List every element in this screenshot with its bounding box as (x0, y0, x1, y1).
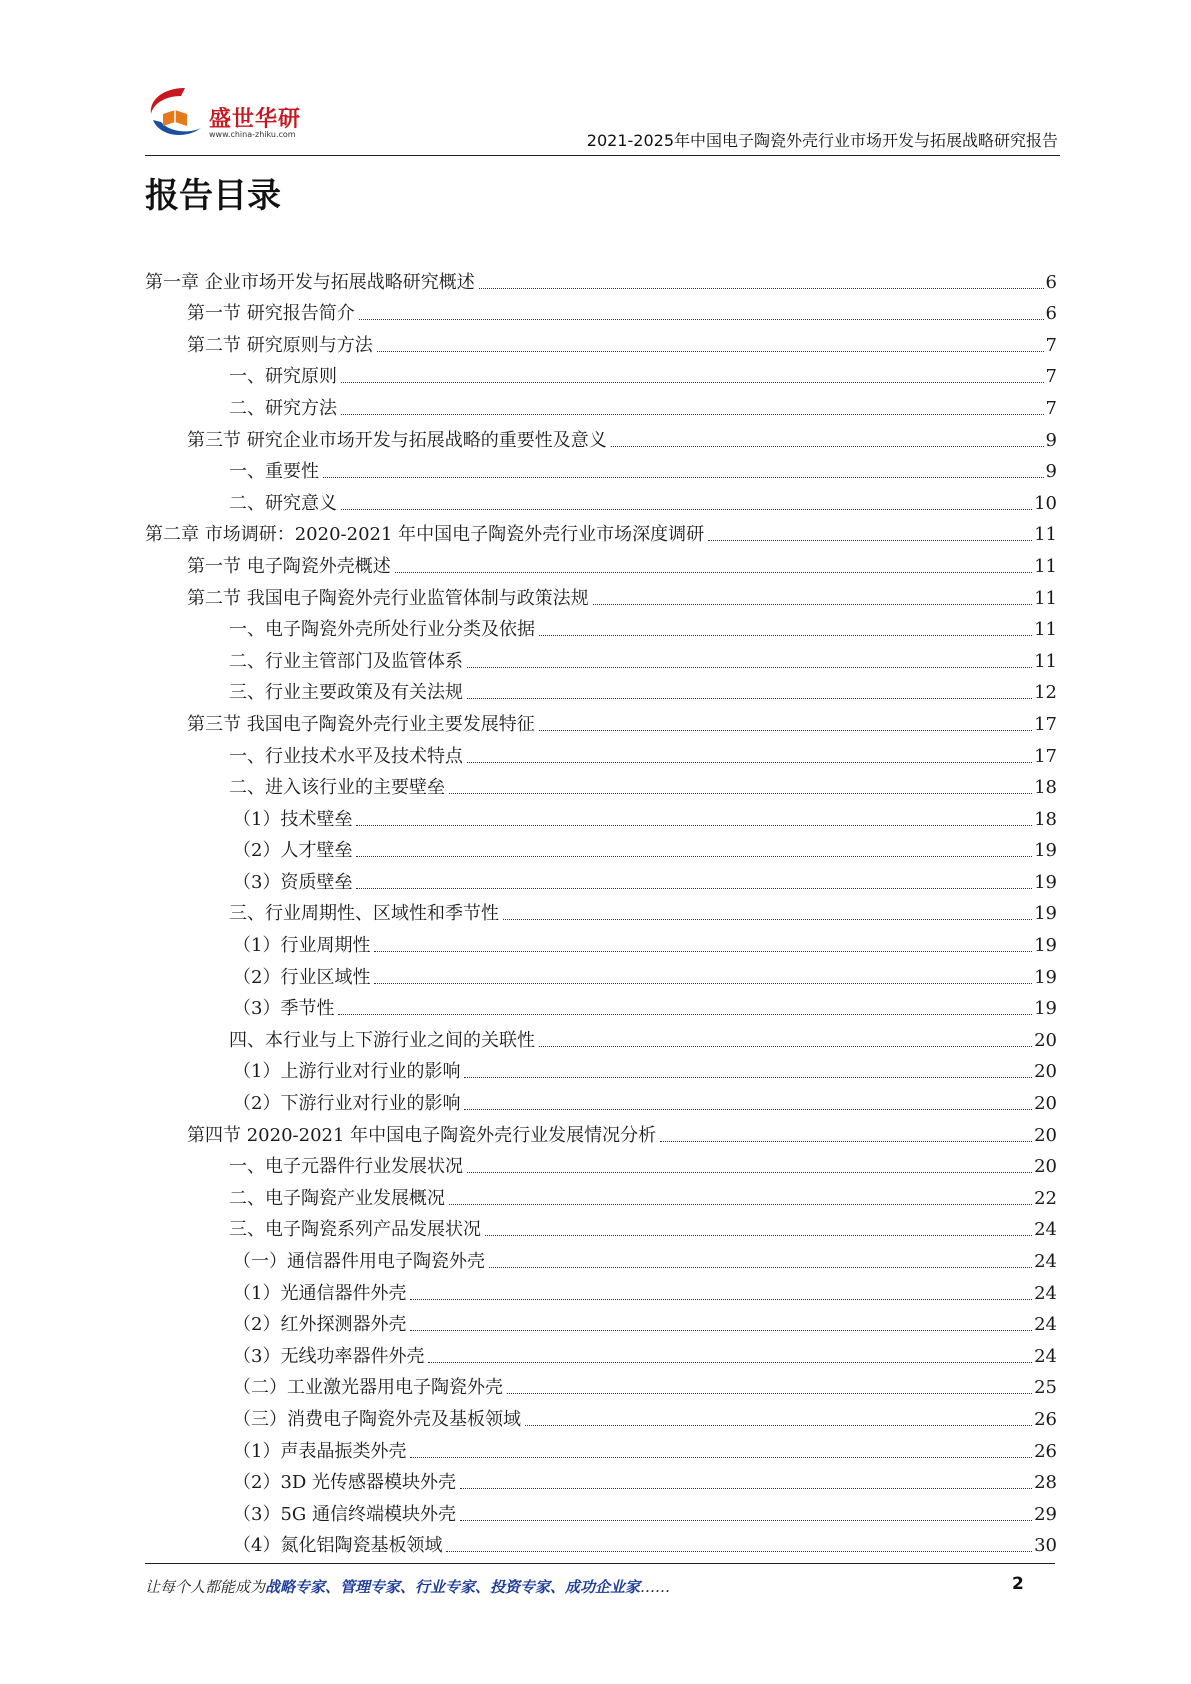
toc-entry-page: 9 (1045, 461, 1057, 483)
toc-entry-title: 一、重要性 (229, 461, 319, 483)
toc-dot-leader (341, 509, 1032, 510)
toc-entry[interactable] (145, 957, 1057, 989)
toc-entry-page: 6 (1045, 303, 1057, 325)
toc-entry-title: 第一节 研究报告简介 (187, 303, 355, 325)
toc-dot-leader (467, 698, 1032, 699)
toc-entry-title: （1）声表晶振类外壳 (233, 1440, 407, 1462)
table-of-contents (145, 262, 1057, 1557)
report-title: 2021-2025年中国电子陶瓷外壳行业市场开发与拓展战略研究报告 (586, 131, 1058, 150)
toc-entry[interactable] (145, 1368, 1057, 1400)
toc-dot-leader (539, 1046, 1032, 1047)
toc-entry[interactable] (145, 894, 1057, 926)
toc-entry[interactable] (145, 262, 1057, 294)
toc-dot-leader (395, 572, 1032, 573)
toc-entry[interactable] (145, 1463, 1057, 1495)
toc-entry-page: 19 (1034, 871, 1057, 893)
toc-dot-leader (356, 856, 1032, 857)
toc-entry-title: 第二节 研究原则与方法 (187, 334, 373, 356)
toc-dot-leader (449, 793, 1032, 794)
toc-entry[interactable] (145, 420, 1057, 452)
toc-entry[interactable] (145, 515, 1057, 547)
toc-entry-page: 7 (1045, 334, 1057, 356)
toc-entry-page: 26 (1034, 1440, 1057, 1462)
toc-entry[interactable] (145, 989, 1057, 1021)
toc-entry[interactable] (145, 641, 1057, 673)
toc-entry-title: 二、研究意义 (229, 492, 337, 514)
toc-entry-title: （一）通信器件用电子陶瓷外壳 (233, 1251, 485, 1272)
toc-entry[interactable] (145, 1147, 1057, 1179)
toc-entry-page: 18 (1034, 808, 1057, 830)
toc-entry-page: 7 (1045, 366, 1057, 388)
toc-entry-page: 20 (1034, 1156, 1057, 1178)
toc-entry[interactable] (145, 1431, 1057, 1463)
toc-dot-leader (507, 1393, 1032, 1394)
toc-entry[interactable] (145, 1052, 1057, 1084)
toc-entry-page: 20 (1034, 1093, 1057, 1115)
toc-entry[interactable] (145, 578, 1057, 610)
toc-entry-title: 第四节 2020-2021 年中国电子陶瓷外壳行业发展情况分析 (187, 1124, 657, 1146)
page-title: 报告目录 (145, 176, 281, 216)
toc-entry-title: （1）光通信器件外壳 (233, 1282, 407, 1304)
toc-entry-page: 17 (1034, 745, 1057, 767)
toc-entry-page: 24 (1034, 1251, 1057, 1272)
toc-dot-leader (593, 604, 1032, 605)
toc-entry-title: （4）氮化铝陶瓷基板领域 (233, 1535, 443, 1557)
toc-dot-leader (464, 1077, 1032, 1078)
logo-url: www.china-zhiku.com (209, 130, 296, 139)
toc-entry-title: （2）3D 光传感器模块外壳 (233, 1472, 457, 1494)
toc-entry[interactable] (145, 673, 1057, 705)
toc-dot-leader (460, 1520, 1032, 1521)
toc-dot-leader (460, 1488, 1032, 1489)
toc-dot-leader (410, 1457, 1032, 1458)
toc-entry-page: 25 (1034, 1377, 1057, 1399)
toc-entry-page: 19 (1034, 903, 1057, 925)
footer-divider (145, 1563, 1055, 1564)
toc-dot-leader (338, 1014, 1032, 1015)
toc-dot-leader (467, 667, 1032, 668)
toc-entry[interactable] (145, 1526, 1057, 1558)
toc-entry-page: 10 (1034, 492, 1057, 514)
toc-entry-title: 四、本行业与上下游行业之间的关联性 (229, 1029, 535, 1051)
toc-entry-page: 20 (1034, 1029, 1057, 1051)
toc-entry-page: 19 (1034, 998, 1057, 1020)
toc-entry[interactable] (145, 1273, 1057, 1305)
toc-dot-leader (323, 477, 1044, 478)
toc-entry-page: 22 (1034, 1187, 1057, 1209)
toc-entry-title: （3）资质壁垒 (233, 871, 353, 893)
toc-entry-title: 二、电子陶瓷产业发展概况 (229, 1187, 445, 1209)
toc-dot-leader (446, 1551, 1032, 1552)
toc-entry-page: 24 (1034, 1314, 1057, 1336)
toc-entry-title: 第一节 电子陶瓷外壳概述 (187, 555, 391, 577)
toc-dot-leader (341, 414, 1044, 415)
toc-entry-title: （三）消费电子陶瓷外壳及基板领域 (233, 1408, 521, 1430)
toc-entry[interactable] (145, 452, 1057, 484)
footer-slogan-prefix: 让每个人都能成为 (145, 1578, 266, 1596)
toc-dot-leader (539, 635, 1032, 636)
toc-entry-title: 二、行业主管部门及监管体系 (229, 650, 463, 672)
toc-dot-leader (410, 1299, 1032, 1300)
toc-entry-title: （2）红外探测器外壳 (233, 1314, 407, 1336)
brand-logo (145, 84, 345, 144)
toc-dot-leader (489, 1267, 1032, 1268)
toc-entry-page: 28 (1034, 1472, 1057, 1494)
logo-wordmark: 盛世华研 (209, 107, 302, 132)
toc-dot-leader (356, 888, 1032, 889)
page-number: 2 (1012, 1574, 1024, 1594)
toc-dot-leader (374, 983, 1032, 984)
toc-entry[interactable] (145, 325, 1057, 357)
toc-entry-page: 18 (1034, 777, 1057, 799)
footer-slogan-suffix: …… (640, 1578, 671, 1596)
toc-entry[interactable] (145, 925, 1057, 957)
header-divider (145, 155, 1060, 156)
toc-entry-title: （3）无线功率器件外壳 (233, 1345, 425, 1367)
toc-dot-leader (341, 382, 1044, 383)
toc-dot-leader (359, 319, 1044, 320)
toc-entry-page: 20 (1034, 1061, 1057, 1083)
toc-entry[interactable] (145, 1494, 1057, 1526)
toc-entry[interactable] (145, 1305, 1057, 1337)
toc-entry-title: 三、电子陶瓷系列产品发展状况 (229, 1219, 481, 1241)
toc-dot-leader (356, 825, 1032, 826)
toc-entry-page: 12 (1034, 682, 1057, 704)
toc-dot-leader (660, 1141, 1032, 1142)
toc-dot-leader (467, 762, 1032, 763)
toc-entry[interactable] (145, 799, 1057, 831)
toc-entry-title: （2）人才壁垒 (233, 840, 353, 862)
toc-entry-page: 26 (1034, 1408, 1057, 1430)
logo-icon (145, 84, 207, 142)
toc-entry-page: 19 (1034, 840, 1057, 862)
toc-entry[interactable] (145, 294, 1057, 326)
toc-entry-page: 11 (1034, 587, 1057, 609)
toc-entry[interactable] (145, 1083, 1057, 1115)
toc-entry[interactable] (145, 704, 1057, 736)
toc-entry[interactable] (145, 357, 1057, 389)
toc-entry-title: （1）上游行业对行业的影响 (233, 1061, 461, 1083)
toc-entry-page: 20 (1034, 1124, 1057, 1146)
toc-entry-title: （3）5G 通信终端模块外壳 (233, 1503, 457, 1525)
toc-entry[interactable] (145, 610, 1057, 642)
toc-entry-page: 11 (1034, 555, 1057, 577)
toc-dot-leader (479, 288, 1044, 289)
toc-dot-leader (539, 730, 1032, 731)
toc-entry-title: （二）工业激光器用电子陶瓷外壳 (233, 1377, 503, 1399)
toc-entry-page: 30 (1034, 1535, 1057, 1557)
toc-entry-title: 二、进入该行业的主要壁垒 (229, 777, 445, 799)
toc-entry-title: （2）行业区域性 (233, 966, 371, 988)
toc-entry[interactable] (145, 831, 1057, 863)
toc-entry[interactable] (145, 1178, 1057, 1210)
toc-entry-page: 29 (1034, 1503, 1057, 1525)
toc-dot-leader (611, 446, 1044, 447)
toc-entry-title: （2）下游行业对行业的影响 (233, 1093, 461, 1115)
toc-entry-title: 三、行业主要政策及有关法规 (229, 682, 463, 704)
toc-entry[interactable] (145, 862, 1057, 894)
toc-entry-page: 19 (1034, 966, 1057, 988)
toc-entry[interactable] (145, 1241, 1057, 1273)
toc-entry-page: 24 (1034, 1345, 1057, 1367)
toc-dot-leader (428, 1362, 1032, 1363)
toc-entry-title: 一、行业技术水平及技术特点 (229, 745, 463, 767)
toc-entry-title: 第三节 研究企业市场开发与拓展战略的重要性及意义 (187, 429, 607, 451)
toc-dot-leader (377, 351, 1044, 352)
toc-entry[interactable] (145, 388, 1057, 420)
toc-entry-title: 一、研究原则 (229, 366, 337, 388)
toc-entry-title: （3）季节性 (233, 998, 335, 1020)
toc-dot-leader (410, 1330, 1032, 1331)
toc-entry-title: （1）技术壁垒 (233, 808, 353, 830)
toc-dot-leader (467, 1172, 1032, 1173)
toc-entry-title: 一、电子元器件行业发展状况 (229, 1156, 463, 1178)
toc-dot-leader (449, 1204, 1032, 1205)
toc-entry-title: 第二章 市场调研：2020-2021 年中国电子陶瓷外壳行业市场深度调研 (145, 524, 705, 546)
toc-entry-page: 11 (1034, 650, 1057, 672)
toc-dot-leader (525, 1425, 1032, 1426)
toc-entry[interactable] (145, 1399, 1057, 1431)
toc-dot-leader (485, 1235, 1032, 1236)
toc-entry-page: 11 (1034, 524, 1057, 546)
toc-entry-page: 11 (1034, 619, 1057, 641)
toc-entry[interactable] (145, 736, 1057, 768)
toc-entry-page: 24 (1034, 1282, 1057, 1304)
page-header (145, 78, 1060, 158)
toc-entry[interactable] (145, 1336, 1057, 1368)
toc-dot-leader (503, 919, 1032, 920)
toc-entry-page: 7 (1045, 397, 1057, 419)
toc-entry-page: 6 (1045, 271, 1057, 293)
toc-entry-title: （1）行业周期性 (233, 935, 371, 957)
toc-entry[interactable] (145, 1210, 1057, 1242)
toc-entry-page: 9 (1045, 429, 1057, 451)
toc-entry-title: 二、研究方法 (229, 397, 337, 419)
toc-entry[interactable] (145, 546, 1057, 578)
toc-entry-title: 第一章 企业市场开发与拓展战略研究概述 (145, 271, 475, 293)
toc-entry[interactable] (145, 483, 1057, 515)
toc-entry-page: 19 (1034, 935, 1057, 957)
toc-entry-page: 24 (1034, 1219, 1057, 1241)
toc-dot-leader (374, 951, 1032, 952)
toc-entry-title: 第三节 我国电子陶瓷外壳行业主要发展特征 (187, 713, 535, 735)
footer-slogan (145, 1576, 670, 1597)
toc-entry-page: 17 (1034, 713, 1057, 735)
toc-entry[interactable] (145, 768, 1057, 800)
toc-entry-title: 一、电子陶瓷外壳所处行业分类及依据 (229, 619, 535, 641)
toc-entry[interactable] (145, 1020, 1057, 1052)
footer-slogan-highlight: 战略专家、管理专家、行业专家、投资专家、成功企业家 (265, 1578, 641, 1596)
toc-entry-title: 第二节 我国电子陶瓷外壳行业监管体制与政策法规 (187, 587, 589, 609)
toc-entry[interactable] (145, 1115, 1057, 1147)
toc-dot-leader (464, 1109, 1032, 1110)
toc-entry-title: 三、行业周期性、区域性和季节性 (229, 903, 499, 925)
toc-dot-leader (708, 540, 1032, 541)
